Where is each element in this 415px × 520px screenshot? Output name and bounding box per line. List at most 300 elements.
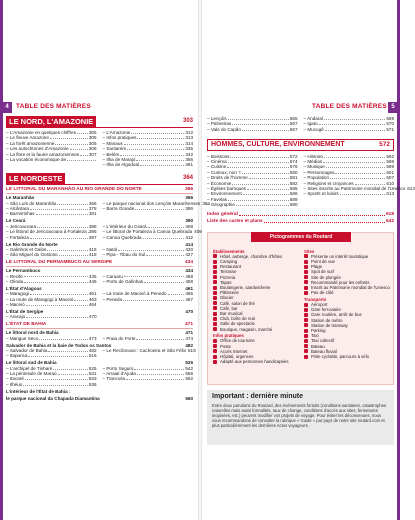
entry-page: 458 [185, 278, 193, 284]
heading-label: Le littoral nord de Bahia [6, 330, 59, 336]
entry-title: – Alcântara [6, 206, 29, 212]
dot-leader [23, 382, 88, 386]
entry-title: – Droits de l'homme [207, 175, 248, 181]
subsection-header [6, 187, 193, 194]
pictogram-icon [304, 308, 308, 312]
region-header [6, 389, 193, 394]
toc-entry [6, 279, 97, 284]
pictogram-label: Présente un intérêt touristique [311, 253, 369, 259]
pictogram-icon [213, 265, 217, 269]
dot-leader [120, 152, 184, 156]
entry-page: 395 [88, 229, 97, 235]
pictogram-item [304, 354, 394, 359]
pictogram-label: Aéroport [311, 302, 328, 308]
dot-leader [324, 116, 385, 120]
dot-leader [47, 247, 87, 251]
pictogram-label: Club, boîte de nuit [220, 316, 255, 322]
entry-title: – Le littoral de Fortaleza à Canoa Quebrada [102, 229, 193, 235]
pictogram-label: Gare ferroviaire [311, 307, 341, 313]
subsection-header [6, 260, 193, 267]
pictogram-group-heading: Infos pratiques [213, 333, 244, 339]
right-edge-tab [397, 0, 400, 520]
pictogram-label: Station de métro [311, 317, 343, 323]
pictogram-icon [213, 349, 217, 353]
entry-page: 613 [407, 186, 415, 192]
entry-page: 461 [88, 291, 97, 297]
toc-entry [6, 211, 97, 216]
right-page-number: 5 [388, 102, 398, 113]
index-entry [207, 212, 394, 217]
pictogram-label: Inscrit au Patrimoine mondial de l'Unesco [311, 284, 390, 290]
section-page: 364 [182, 174, 193, 181]
heading-label: L'ÉTAT DE BAHIA [6, 321, 47, 327]
dot-leader [227, 164, 289, 168]
entry-page: 574 [289, 159, 298, 165]
pictogram-icon [304, 265, 308, 269]
entry-title: – Églises baroques [207, 186, 247, 192]
pictogram-icon [213, 280, 217, 284]
pictogram-icon [304, 329, 308, 333]
entry-page: 586 [289, 191, 298, 197]
pictogram-icon [213, 270, 217, 274]
entry-page: 465 [185, 291, 193, 297]
entries-column-b [103, 274, 194, 285]
pictogram-label: Bateau fluvial [311, 348, 337, 354]
entry-title: – Lençóis [207, 116, 227, 121]
pictogram-icon [304, 349, 308, 353]
index-title: Index général [207, 211, 238, 217]
entry-title: – Mucugê [303, 126, 324, 132]
heading-page: 461 [185, 285, 193, 291]
dot-leader [59, 252, 88, 256]
entry-title: – Galinhos et Galos [6, 246, 47, 252]
entry-title: – Économie [207, 180, 232, 186]
entry-title: – L'intérieur du Ceará [102, 223, 147, 229]
pictogram-icon [304, 303, 308, 307]
entry-page: 580 [289, 169, 298, 175]
entry-title: – Histoire [303, 153, 323, 159]
pictogram-label: Tapas [220, 279, 232, 285]
entry-page: 412 [185, 234, 193, 240]
pictogram-label: Pâtisserie [220, 290, 239, 296]
heading-page: 482 [185, 342, 193, 348]
heading-label: Le Ceará [6, 218, 26, 224]
pictogram-item [213, 359, 301, 364]
right-page [207, 114, 415, 520]
dot-leader [228, 116, 289, 120]
entry-title: – Barreirinhas [6, 211, 35, 217]
entries-column-b [103, 130, 194, 168]
entry-title: – Vale do Capão [207, 126, 241, 132]
left-page-number: 4 [2, 102, 12, 113]
book-gutter [198, 0, 202, 520]
entry-title: – Population [303, 175, 330, 181]
toc-entry [207, 127, 298, 132]
toc-entry [207, 202, 298, 207]
heading-label: L'État de Sergipe [6, 308, 44, 314]
pictogram-label: Boutique, magasin, marché [220, 326, 273, 332]
section-title: LE NORD, L'AMAZONIE [6, 116, 96, 127]
dot-leader [39, 336, 88, 340]
entry-title: – Manaus [102, 140, 123, 146]
dot-leader [55, 141, 88, 145]
entries-column-b [102, 223, 202, 240]
entry-title: – Itaparica [6, 353, 28, 359]
entry-title: – La route de Maceió à Penedo [102, 291, 167, 297]
dot-leader [323, 159, 385, 163]
pictogram-label: Site de plongée [311, 274, 341, 280]
pictogram-icon [213, 254, 217, 258]
entries-two-columns [6, 336, 193, 341]
pictogram-label: Camping [220, 258, 238, 264]
dot-leader [80, 152, 88, 156]
entries-column-b [103, 366, 194, 388]
entry-title: – Musique [303, 164, 325, 170]
pictogram-group-heading: Établissements [213, 248, 245, 254]
entry-title: – São Luís do Maranhão [6, 200, 57, 206]
entry-page: 569 [386, 116, 394, 121]
toc-entry [6, 252, 97, 257]
pictogram-label: Glacier [220, 295, 234, 301]
entries-two-columns [6, 291, 193, 307]
pictogram-label: Taxi collectif [311, 338, 335, 344]
dot-leader [326, 164, 386, 168]
dot-leader [124, 141, 185, 145]
pictogram-label: Hôtel, auberge, chambre d'hôtes [220, 253, 283, 259]
entry-page: 567 [289, 126, 298, 132]
entry-title: – Caruaru [102, 273, 123, 279]
entry-page: 305 [88, 140, 97, 146]
pictogram-label: Piste cyclable, parcours à vélo [311, 354, 370, 360]
chapada-entries [207, 116, 394, 132]
dot-leader [123, 297, 184, 301]
pictogram-icon [213, 301, 217, 305]
entry-title: – Géographie [207, 202, 235, 208]
entry-page: 416 [88, 246, 97, 252]
dot-leader [136, 336, 184, 340]
dot-leader [232, 121, 289, 125]
entries-two-columns [6, 347, 196, 359]
pictogram-group-heading: Sites [304, 248, 315, 254]
entry-page: 482 [88, 347, 97, 353]
entry-page: 576 [289, 164, 298, 170]
dot-leader [324, 154, 385, 158]
pictogram-item [304, 290, 394, 295]
entries-column-a [207, 154, 298, 208]
entry-page: 525 [88, 365, 97, 371]
heading-page: 434 [185, 268, 193, 274]
entry-title: – Le Recôncavo : Cachoeira et São Félix [102, 347, 186, 353]
entry-title: – Le littoral de Jericoacoara à Fortaleza [6, 229, 87, 235]
entry-title: – Environnement [207, 191, 242, 197]
pictogram-icon [304, 270, 308, 274]
entry-title: – Ilha de Marajó [102, 157, 136, 163]
entry-title: – Olinda [6, 278, 24, 284]
entry-title: – Santarém [102, 146, 127, 152]
pictograms-box [207, 232, 394, 385]
important-text: Entre deux parutions du Routard, des événements fortuits (conditions sanitaires, catastrophes naturelles mais aussi formalités, taux de change, conditions d'accès aux sites, fermetures inopinées, etc.) peuvent modifier vos projets de voyage. Pour éviter les déconvenues, nous vous recommandons de consulter la rubrique « Guide » par pays de notre site routard.com et plus particulièrement les dernières Actus voyageurs. [212, 403, 387, 429]
dot-leader [335, 170, 385, 174]
entry-page: 366 [88, 200, 97, 206]
entry-title: – Curieux, non ? [207, 169, 241, 175]
entry-page: 610 [386, 180, 394, 186]
pictogram-icon [213, 339, 217, 343]
dot-leader [239, 212, 385, 216]
entry-page: 314 [185, 140, 193, 146]
toc-entry [103, 162, 194, 167]
entry-title: – Porto Seguro [102, 365, 134, 371]
dot-leader [144, 279, 184, 283]
entry-page: 420 [185, 246, 193, 252]
entry-page: 384 [202, 200, 210, 206]
toc-entry [103, 206, 194, 211]
entry-page: 467 [185, 296, 193, 302]
entry-page: 307 [88, 151, 97, 157]
entry-title: – Porto de Galinhas [102, 278, 144, 284]
entries-two-columns [6, 314, 193, 319]
dot-leader [24, 279, 88, 283]
entry-page: 342 [185, 151, 193, 157]
left-running-head: TABLE DES MATIÈRES [16, 103, 91, 110]
dot-leader [249, 175, 289, 179]
dot-leader [325, 127, 386, 131]
entry-page: 397 [88, 234, 97, 240]
dot-leader [48, 348, 87, 352]
dot-leader [146, 252, 184, 256]
pictogram-label: Plage [311, 264, 322, 270]
heading-page: 366 [185, 195, 193, 201]
dot-leader [50, 135, 88, 139]
entry-title: – Natal [102, 246, 118, 252]
pictogram-icon [304, 254, 308, 258]
entry-title: – Itacaré [6, 376, 24, 382]
dot-leader [53, 366, 87, 370]
pictogram-icon [304, 275, 308, 279]
entry-page: 590 [289, 202, 298, 208]
entry-title: – Religions et croyances [303, 180, 354, 186]
entry-page: 601 [386, 169, 394, 175]
dot-leader [340, 191, 386, 195]
pictogram-label: Spot de surf [311, 269, 335, 275]
heading-label: LE LITTORAL DU PERNAMBUCO AU SERGIPE [6, 259, 113, 265]
toc-entry [6, 353, 97, 358]
pictogram-label: Boulangerie, sandwicherie [220, 284, 271, 290]
entries-column-b [304, 116, 395, 132]
entries-column-a [6, 366, 97, 388]
heading-label: le parque nacional da Chapada Diamantina [6, 395, 100, 401]
dot-leader [74, 297, 87, 301]
entries-two-columns [6, 366, 193, 388]
entry-title: – Médias [303, 159, 323, 165]
entry-page: 599 [386, 164, 394, 170]
entry-page: 464 [88, 302, 97, 308]
entry-title: – Belém [102, 151, 120, 157]
entry-title: – Sites inscrits au Patrimoine mondial de l'Unesco [303, 186, 406, 192]
heading-page: 366 [184, 186, 193, 192]
entry-page: 313 [185, 135, 193, 141]
heading-page: 525 [185, 360, 193, 366]
pictogram-label: Terrasse [220, 269, 237, 275]
entry-title: – Le fleuve Amazone [6, 135, 49, 141]
dot-leader [70, 146, 88, 150]
pictogram-icon [304, 286, 308, 290]
heading-page: 471 [184, 321, 193, 327]
toc-entry [103, 376, 194, 381]
dot-leader [168, 291, 185, 295]
entry-title: – Le parque nacional dos Lençóis Maranhenses [102, 200, 201, 206]
entries-column-a [6, 348, 97, 359]
entry-page: 458 [185, 273, 193, 279]
dot-leader [228, 197, 289, 201]
entry-title: – Salvador de Bahia [6, 347, 48, 353]
entry-page: 519 [188, 347, 196, 353]
left-page [6, 114, 210, 520]
entries-column-b [103, 348, 194, 359]
heading-page: 470 [185, 308, 193, 314]
entries-column-b [103, 336, 194, 341]
pictogram-icon [213, 260, 217, 264]
entries-column-a [6, 201, 97, 217]
dot-leader [330, 175, 385, 179]
pictogram-label: Accès Internet [220, 348, 248, 354]
entry-title: – Ilha de Algodoal [102, 162, 140, 168]
entries-column-b [303, 153, 415, 208]
section-title: LE NORDESTE [6, 173, 65, 184]
dot-leader [25, 376, 88, 380]
toc-entry [6, 382, 97, 387]
dot-leader [126, 376, 184, 380]
pictogram-label: Adapté aux personnes handicapées [220, 359, 289, 365]
entry-title: – Praia do Forte [102, 335, 136, 341]
entries-column-a [207, 116, 298, 132]
heading-page: 390 [185, 218, 193, 224]
dot-leader [148, 224, 185, 228]
entry-page: 592 [386, 153, 394, 159]
dot-leader [127, 146, 184, 150]
pictogram-label: Office de tourisme [220, 338, 255, 344]
section-title: HOMMES, CULTURE, ENVIRONNEMENT [211, 141, 345, 149]
dot-leader [37, 224, 88, 228]
heading-label: Le Pernambuco [6, 268, 41, 274]
entry-title: – Pipa - Tibau do Sul [102, 252, 146, 258]
heading-label: L'État d'Alagoas [6, 285, 42, 291]
toc-entry [304, 191, 395, 196]
entry-page: 536 [88, 381, 97, 387]
toc-entry [103, 297, 194, 302]
entry-page: 305 [88, 130, 97, 135]
heading-page: 434 [184, 259, 193, 265]
pictogram-icon [213, 355, 217, 359]
pictogram-icon [213, 327, 217, 331]
entry-title: – La forêt amazonienne [6, 140, 55, 146]
entry-title: – Canoa Quebrada [102, 234, 142, 240]
entries-column-b [103, 291, 194, 307]
pictogram-icon [213, 360, 217, 364]
entries-two-columns [6, 247, 193, 258]
dot-leader [319, 121, 386, 125]
heading-label: Le littoral sud de Bahia [6, 360, 57, 366]
pictogram-icon [213, 317, 217, 321]
entry-title: – Recife [6, 273, 23, 279]
entry-title: – Aracaju [6, 314, 26, 320]
entry-title: – Arraial d'Ajuda [102, 371, 136, 377]
dot-leader [242, 127, 289, 131]
entry-title: – Mangue Seco [6, 335, 39, 341]
entry-page: 589 [289, 196, 298, 202]
dot-leader [143, 235, 185, 239]
entry-page: 463 [88, 296, 97, 302]
pictogram-label: Café, bar [220, 305, 238, 311]
dot-leader [124, 274, 184, 278]
pictogram-icon [213, 344, 217, 348]
entry-title: – Andaraí [303, 116, 324, 121]
pictogram-group-heading: Transports [304, 296, 327, 302]
entries-column-a [6, 314, 97, 319]
entry-title: – Les autochtones d'Amazonie [6, 146, 69, 152]
pictogram-icon [213, 312, 217, 316]
index-page: 642 [385, 219, 394, 225]
entry-title: – L'Amazonie [102, 130, 131, 135]
entry-page: 585 [289, 186, 298, 192]
entries-two-columns [6, 223, 202, 240]
hommes-entries [207, 153, 415, 208]
section-page: 303 [182, 117, 193, 124]
heading-page: 414 [185, 241, 193, 247]
entry-page: 533 [88, 376, 97, 382]
dot-leader [137, 371, 185, 375]
entry-title: – Ilhéus [6, 381, 23, 387]
pictogram-icon [304, 318, 308, 322]
dot-leader [232, 181, 289, 185]
entries-column-a [6, 130, 97, 168]
dot-leader [36, 211, 88, 215]
entries-column-b [103, 314, 194, 319]
pictogram-icon [304, 355, 308, 359]
entry-page: 418 [88, 252, 97, 258]
entries-column-a [6, 247, 97, 258]
pictogram-label: Pizzeria [220, 274, 236, 280]
pictogram-icon [213, 286, 217, 290]
toc-entry [6, 302, 97, 307]
section-page: 572 [379, 141, 390, 149]
entries-column-a [6, 291, 97, 307]
pictogram-label: Taxi [311, 333, 319, 339]
entry-title: – La route de Maragogi à Maceió [6, 296, 74, 302]
entry-page: 445 [88, 278, 97, 284]
dot-leader [28, 353, 87, 357]
toc-entry [6, 314, 97, 319]
pictogram-icon [304, 334, 308, 338]
entry-title: – Maragogi [6, 291, 29, 297]
left-edge-tab [0, 0, 3, 520]
entry-title: – Infos pratiques [102, 135, 137, 141]
amazonie-entries [6, 130, 193, 168]
entry-title: – Jericoacoara [6, 223, 37, 229]
entry-page: 607 [386, 175, 394, 181]
entry-title: – L'archipel de Tinharé [6, 365, 53, 371]
pictogram-icon [213, 296, 217, 300]
entry-title: – Personnages [303, 169, 335, 175]
heading-label: Salvador de Bahia et la baie de Todos os Santos [6, 342, 112, 348]
entry-page: 386 [185, 206, 193, 212]
entry-page: 582 [289, 180, 298, 186]
pictogram-icon [304, 323, 308, 327]
toc-entry [103, 336, 194, 341]
entry-title: – Cuisine [207, 164, 227, 170]
entry-title: – Maceió [6, 302, 25, 308]
pictogram-icon [304, 260, 308, 264]
entry-page: 542 [185, 365, 193, 371]
